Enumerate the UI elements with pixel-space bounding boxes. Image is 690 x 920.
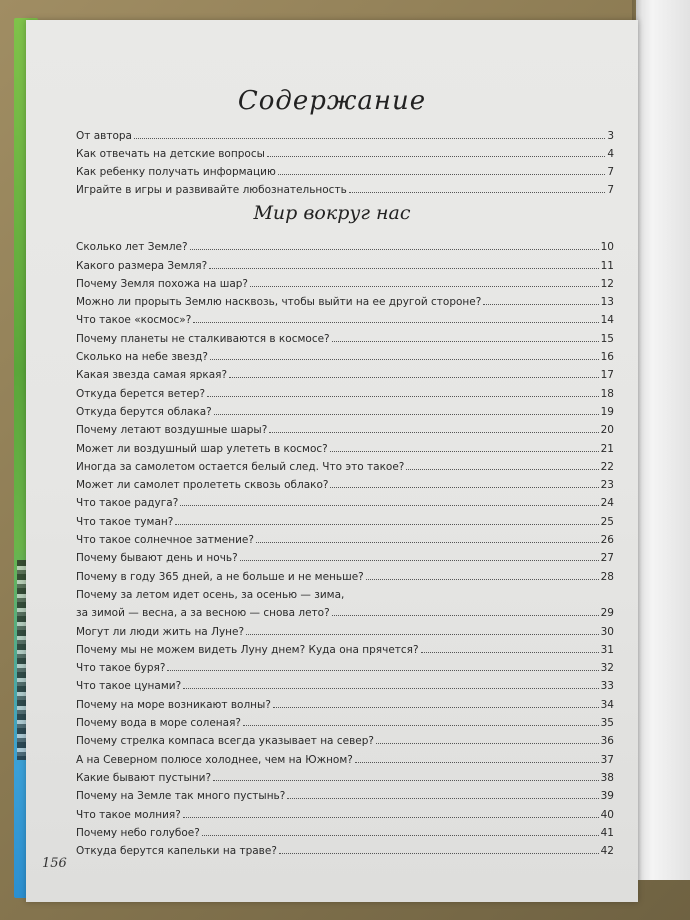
toc-entry-title: Почему бывают день и ночь? xyxy=(76,552,238,565)
toc-entry xyxy=(76,363,614,381)
toc-entry-page: 41 xyxy=(600,826,614,839)
toc-entry-title: Как отвечать на детские вопросы xyxy=(76,148,265,160)
toc-leader-dots xyxy=(209,268,598,269)
section-title: Мир вокруг нас xyxy=(253,202,411,224)
toc-entry-page: 19 xyxy=(600,405,614,418)
toc-leader-dots xyxy=(193,322,598,323)
toc-entry xyxy=(76,253,614,271)
toc-entry xyxy=(76,381,614,399)
toc-entry-title: Что такое туман? xyxy=(76,515,174,528)
toc-entry-title: Что такое солнечное затмение? xyxy=(76,534,254,547)
toc-entry-page: 35 xyxy=(600,717,614,730)
toc-entry-title: Что такое цунами? xyxy=(76,680,182,693)
toc-entry xyxy=(76,619,614,637)
toc-entry-title: Почему планеты не сталкиваются в космосе? xyxy=(76,332,330,345)
toc-entry-page: 25 xyxy=(600,515,614,528)
toc-entry-title: Откуда берутся капельки на траве? xyxy=(76,845,277,858)
toc-entry xyxy=(76,784,614,802)
toc-entry xyxy=(76,747,614,765)
toc-entry xyxy=(76,326,614,344)
toc-leader-dots xyxy=(269,432,598,433)
toc-entry xyxy=(76,142,614,160)
toc-entry-page: 42 xyxy=(600,845,614,858)
toc-entry-title: Почему на Земле так много пустынь? xyxy=(76,790,286,803)
toc-entry-title: Какого размера Земля? xyxy=(76,259,208,272)
toc-entry xyxy=(76,509,614,527)
toc-entry-page: 38 xyxy=(600,771,614,784)
toc-entry-page: 20 xyxy=(600,424,614,437)
toc-entry xyxy=(76,692,614,710)
toc-entry xyxy=(76,729,614,747)
toc-entry xyxy=(76,766,614,784)
toc-entry-title: Что такое «космос»? xyxy=(76,314,192,327)
toc-entry xyxy=(76,178,614,196)
toc-entry-page: 32 xyxy=(600,662,614,675)
toc-entry-page: 33 xyxy=(600,680,614,693)
toc-entry-page: 4 xyxy=(607,148,614,160)
toc-entry xyxy=(76,235,614,253)
toc-entry-title: Какие бывают пустыни? xyxy=(76,771,212,784)
toc-entry-title: Можно ли прорыть Землю насквозь, чтобы выйти на ее другой стороне? xyxy=(76,296,482,309)
toc-entry xyxy=(76,272,614,290)
toc-entry-page: 28 xyxy=(600,570,614,583)
toc-leader-dots xyxy=(279,853,599,854)
toc-leader-dots xyxy=(355,762,599,763)
toc-entry-title: Может ли самолет пролететь сквозь облако? xyxy=(76,479,329,492)
toc-section-list xyxy=(76,235,614,857)
toc-entry-page: 31 xyxy=(600,643,614,656)
toc-leader-dots xyxy=(240,560,599,561)
toc-entry-title: Иногда за самолетом остается белый след. Что это такое? xyxy=(76,460,405,473)
toc-entry-page: 18 xyxy=(600,387,614,400)
toc-leader-dots xyxy=(180,505,598,506)
toc-entry-page: 24 xyxy=(600,497,614,510)
toc-entry-title: Могут ли люди жить на Луне? xyxy=(76,625,245,638)
toc-leader-dots xyxy=(243,725,599,726)
toc-leader-dots xyxy=(210,359,599,360)
toc-entry-title: Почему мы не можем видеть Луну днем? Куда она прячется? xyxy=(76,643,419,656)
toc-entry-title: Почему вода в море соленая? xyxy=(76,717,241,730)
toc-entry xyxy=(76,160,614,178)
toc-entry xyxy=(76,455,614,473)
toc-intro-list xyxy=(76,124,614,196)
toc-entry-title: Что такое буря? xyxy=(76,662,166,675)
toc-entry-page: 30 xyxy=(600,625,614,638)
toc-entry xyxy=(76,638,614,656)
toc-entry-title: Может ли воздушный шар улететь в космос? xyxy=(76,442,328,455)
toc-entry-page: 7 xyxy=(607,166,614,178)
toc-entry-title: Почему Земля похожа на шар? xyxy=(76,277,249,290)
toc-entry-page: 34 xyxy=(600,698,614,711)
toc-entry-title: Откуда берутся облака? xyxy=(76,405,212,418)
toc-entry-page: 11 xyxy=(600,259,614,272)
toc-entry xyxy=(76,124,614,142)
toc-entry-title: Сколько на небе звезд? xyxy=(76,351,208,364)
toc-entry-page: 3 xyxy=(607,130,614,142)
toc-entry-page: 17 xyxy=(600,369,614,382)
toc-leader-dots xyxy=(287,798,598,799)
toc-leader-dots xyxy=(483,304,598,305)
toc-entry-page: 21 xyxy=(600,442,614,455)
toc-entry-title: Почему за летом идет осень, за осенью — зима, xyxy=(76,588,345,601)
toc-entry xyxy=(76,491,614,509)
toc-entry-title: Как ребенку получать информацию xyxy=(76,166,276,178)
toc-entry xyxy=(76,546,614,564)
toc-title: Содержание xyxy=(237,86,427,116)
toc-entry xyxy=(76,656,614,674)
toc-entry xyxy=(76,473,614,491)
toc-entry-page: 22 xyxy=(600,460,614,473)
toc-entry xyxy=(76,583,614,601)
toc-entry xyxy=(76,436,614,454)
toc-entry xyxy=(76,839,614,857)
toc-entry xyxy=(76,308,614,326)
toc-entry-title: Играйте в игры и развивайте любознательность xyxy=(76,184,347,196)
toc-entry xyxy=(76,821,614,839)
toc-leader-dots xyxy=(207,396,599,397)
toc-leader-dots xyxy=(183,688,598,689)
toc-leader-dots xyxy=(183,817,599,818)
toc-entry-title: Что такое радуга? xyxy=(76,497,179,510)
toc-leader-dots xyxy=(278,174,606,175)
toc-entry-page: 23 xyxy=(600,479,614,492)
toc-entry-title: Почему небо голубое? xyxy=(76,826,200,839)
toc-entry-page: 10 xyxy=(600,241,614,254)
toc-entry-title: Почему летают воздушные шары? xyxy=(76,424,268,437)
toc-leader-dots xyxy=(421,652,599,653)
toc-entry-title: Какая звезда самая яркая? xyxy=(76,369,228,382)
toc-entry-page: 15 xyxy=(600,332,614,345)
toc-leader-dots xyxy=(229,377,599,378)
toc-entry xyxy=(76,601,614,619)
toc-leader-dots xyxy=(330,487,598,488)
toc-entry xyxy=(76,674,614,692)
book-page xyxy=(26,20,638,902)
toc-leader-dots xyxy=(349,192,606,193)
toc-leader-dots xyxy=(214,414,599,415)
toc-entry-page: 7 xyxy=(607,184,614,196)
toc-entry-page: 26 xyxy=(600,534,614,547)
toc-entry xyxy=(76,802,614,820)
toc-entry xyxy=(76,400,614,418)
toc-entry-page: 36 xyxy=(600,735,614,748)
toc-leader-dots xyxy=(167,670,598,671)
toc-leader-dots xyxy=(134,138,605,139)
toc-leader-dots xyxy=(330,451,599,452)
toc-entry-title: за зимой — весна, а за весною — снова лето? xyxy=(76,607,330,620)
toc-leader-dots xyxy=(376,743,599,744)
toc-leader-dots xyxy=(332,341,599,342)
toc-entry-title: А на Северном полюсе холоднее, чем на Южном? xyxy=(76,753,353,766)
toc-entry-title: Что такое молния? xyxy=(76,808,181,821)
toc-leader-dots xyxy=(250,286,599,287)
toc-leader-dots xyxy=(246,634,599,635)
facing-page-edge xyxy=(636,0,690,880)
toc-entry-page: 14 xyxy=(600,314,614,327)
toc-entry xyxy=(76,290,614,308)
toc-entry-page: 29 xyxy=(600,607,614,620)
toc-entry-title: От автора xyxy=(76,130,132,142)
toc-leader-dots xyxy=(406,469,598,470)
toc-entry-title: Откуда берется ветер? xyxy=(76,387,206,400)
toc-entry-page: 13 xyxy=(600,296,614,309)
toc-entry-page: 16 xyxy=(600,351,614,364)
toc-entry xyxy=(76,711,614,729)
toc-entry xyxy=(76,418,614,436)
toc-leader-dots xyxy=(175,524,598,525)
toc-entry xyxy=(76,528,614,546)
toc-entry-page: 12 xyxy=(600,277,614,290)
toc-entry-page: 39 xyxy=(600,790,614,803)
toc-entry-page: 27 xyxy=(600,552,614,565)
toc-entry-title: Почему стрелка компаса всегда указывает на север? xyxy=(76,735,374,748)
page-number: 156 xyxy=(42,856,67,871)
toc-leader-dots xyxy=(213,780,599,781)
toc-leader-dots xyxy=(273,707,599,708)
toc-entry-page: 40 xyxy=(600,808,614,821)
toc-leader-dots xyxy=(366,579,599,580)
toc-leader-dots xyxy=(256,542,599,543)
toc-entry xyxy=(76,345,614,363)
toc-leader-dots xyxy=(190,249,599,250)
toc-leader-dots xyxy=(267,156,605,157)
toc-leader-dots xyxy=(202,835,599,836)
toc-leader-dots xyxy=(332,615,599,616)
toc-entry xyxy=(76,564,614,582)
toc-entry-page: 37 xyxy=(600,753,614,766)
toc-entry-title: Почему в году 365 дней, а не больше и не меньше? xyxy=(76,570,364,583)
toc-entry-title: Почему на море возникают волны? xyxy=(76,698,271,711)
toc-entry-title: Сколько лет Земле? xyxy=(76,241,188,254)
